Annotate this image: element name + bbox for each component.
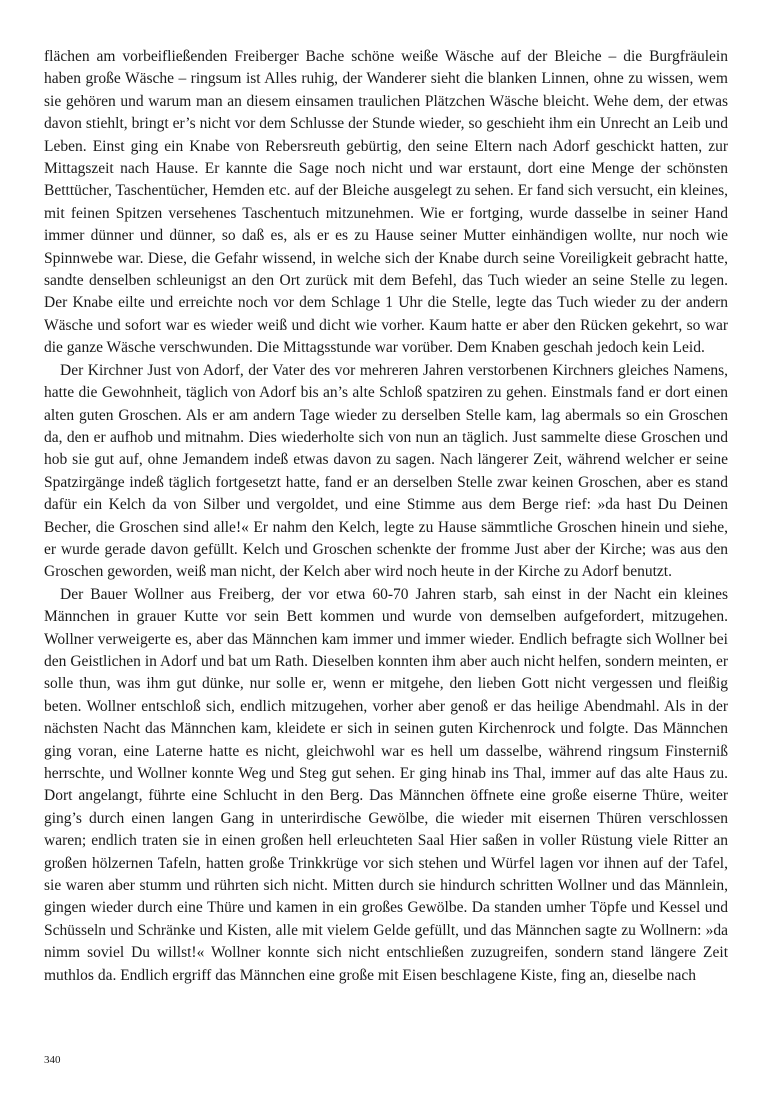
paragraph-1: flächen am vorbeifließenden Freiberger Bache schöne weiße Wäsche auf der Bleiche – die Burgfräulein haben große Wäsche – ringsum ist Alles ruhig, der Wanderer sieht die blanken Linnen, ohne zu wissen, wem sie gehören und warum man an diesem einsamen traulichen Plätzchen Wäsche bleicht. Wehe dem, der etwas davon stiehlt, bringt er’s nicht vor dem Schlusse der Stunde wieder, so geschieht ihm ein Unrecht an Leib und Leben. Einst ging ein Knabe von Rebersreuth gebürtig, den seine Eltern nach Adorf geschickt hatten, zur Mittagszeit nach Hause. Er kannte die Sage noch nicht und war erstaunt, dort eine Menge der schönsten Betttücher, Taschentücher, Hemden etc. auf der Bleiche ausgelegt zu sehen. Er fand sich versucht, ein kleines, mit feinen Spitzen versehenes Taschentuch mitzunehmen. Wie er fortging, wurde dasselbe in seiner Hand immer dünner und dünner, so daß es, als er es zu Hause seiner Mutter einhändigen wollte, nur noch wie Spinnwebe war. Diese, die Gefahr wissend, in welche sich der Knabe durch seine Voreiligkeit gebracht hatte, sandte denselben schleunigst an den Ort zurück mit dem Befehl, das Tuch wieder an seine Stelle zu legen. Der Knabe eilte und erreichte noch vor dem Schlage 1 Uhr die Stelle, legte das Tuch wieder zu der andern Wäsche und sofort war es wieder weiß und dicht wie vorher. Kaum hatte er aber den Rücken gekehrt, so war die ganze Wäsche verschwunden. Die Mittagsstunde war vorüber. Dem Knaben geschah jedoch kein Leid. bbox=[44, 48, 728, 357]
paragraph-3: Der Bauer Wollner aus Freiberg, der vor etwa 60-70 Jahren starb, sah einst in der Nacht ein kleines Männchen in grauer Kutte vor sein Bett kommen und wurde von demselben aufgefordert, mitzugehen. Wollner verweigerte es, aber das Männchen kam immer und immer wieder. Endlich befragte sich Wollner bei den Geistlichen in Adorf und bat um Rath. Dieselben konnten ihm aber auch nicht helfen, sondern meinten, er solle thun, was ihm gut dünke, nur solle er, wenn er mitgehe, den lieben Gott nicht vergessen und fleißig beten. Wollner entschloß sich, endlich mitzugehen, vorher aber genoß er das heilige Abendmahl. Als in der nächsten Nacht das Männchen kam, kleidete er sich in seinen guten Kirchenrock und folgte. Das Männchen ging voran, eine Laterne hatte es nicht, gleichwohl war es hell um dasselbe, während ringsum Finsterniß herrschte, und Wollner konnte Weg und Steg gut sehen. Er ging hinab ins Thal, immer auf das alte Haus zu. Dort angelangt, führte eine Schlucht in den Berg. Das Männchen öffnete eine große eiserne Thüre, weiter ging’s durch einen langen Gang in unterirdische Gewölbe, die wieder mit eisernen Thüren verschlossen waren; endlich traten sie in einen großen hell erleuchteten Saal Hier saßen in voller Rüstung viele Ritter an großen hölzernen Tafeln, hatten große Trinkkrüge vor sich stehen und Würfel lagen vor ihnen auf der Tafel, sie waren aber stumm und rührten sich nicht. Mitten durch sie hindurch schritten Wollner und das Männlein, gingen wieder durch eine Thüre und kamen in ein großes Gewölbe. Da standen umher Töpfe und Kessel und Schüsseln und Schränke und Kisten, alle mit vielem Gelde gefüllt, und das Männchen sagte zu Wollnern: »da nimm soviel Du willst!« Wollner konnte sich nicht entschließen zuzugreifen, sondern stand längere Zeit muthlos da. Endlich ergriff das Männchen eine große mit Eisen beschlagene Kiste, fing an, dieselbe nach bbox=[44, 585, 728, 984]
page-body bbox=[44, 46, 728, 987]
page-number: 340 bbox=[44, 1054, 61, 1066]
paragraph-2: Der Kirchner Just von Adorf, der Vater des vor mehreren Jahren verstorbenen Kirchners gleiches Namens, hatte die Gewohnheit, täglich von Adorf bis an’s alte Schloß spatziren zu gehen. Einstmals fand er dort einen alten guten Groschen. Als er am andern Tage wieder zu derselben Stelle kam, lag abermals so ein Groschen da, den er aufhob und mitnahm. Dies wiederholte sich von nun an täglich. Just sammelte diese Groschen und hob sie gut auf, ohne Jemandem indeß etwas davon zu sagen. Nach längerer Zeit, während welcher er seine Spatzirgänge indeß täglich fortgesetzt hatte, fand er an derselben Stelle zwar keinen Groschen, aber es stand dafür ein Kelch da von Silber und vergoldet, und eine Stimme aus dem Berge rief: »da hast Du Deinen Becher, die Groschen sind alle!« Er nahm den Kelch, legte zu Hause sämmtliche Groschen hinein und siehe, er wurde gerade davon gefüllt. Kelch und Groschen schenkte der fromme Just aber der Kirche; was aus den Groschen geworden, weiß man nicht, der Kelch aber wird noch heute in der Kirche zu Adorf benutzt. bbox=[44, 361, 728, 581]
